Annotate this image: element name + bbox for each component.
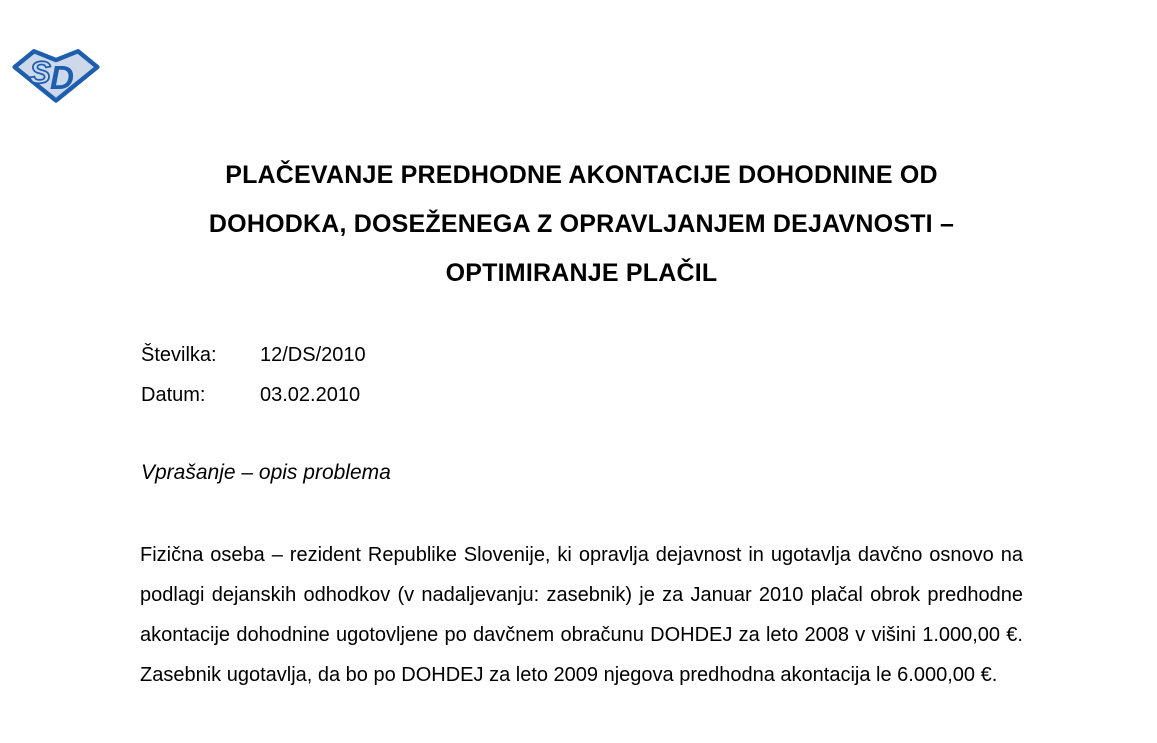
- sd-diamond-icon: [12, 46, 100, 104]
- date-label: Datum:: [141, 384, 206, 406]
- metadata-row-number: [141, 335, 366, 375]
- body-paragraph: Fizična oseba – rezident Republike Slovenije, ki opravlja dejavnost in ugotavlja davčno osnovo na podlagi dejanskih odhodkov (v nadaljevanju: zasebnik) je za Januar 2010 plačal obrok predhodne akontacije dohodnine ugotovljene po davčnem obračunu DOHDEJ za leto 2008 v višini 1.000,00 €. Zasebnik ugotavlja, da bo po DOHDEJ za leto 2009 njegova predhodna akontacija le 6.000,00 €.: [140, 544, 1023, 686]
- logo-letter-s: S: [29, 53, 51, 90]
- metadata-block: [141, 335, 366, 415]
- document-title: [140, 151, 1023, 298]
- title-line-3: OPTIMIRANJE PLAČIL: [445, 259, 718, 287]
- metadata-row-date: [141, 375, 366, 415]
- title-line-1: PLAČEVANJE PREDHODNE AKONTACIJE DOHODNINE OD: [225, 161, 938, 189]
- sd-logo: [12, 46, 100, 104]
- number-value: 12/DS/2010: [260, 344, 366, 366]
- title-line-2: DOHODKA, DOSEŽENEGA Z OPRAVLJANJEM DEJAVNOSTI –: [208, 210, 955, 238]
- number-label: Številka:: [141, 344, 217, 366]
- logo-letter-d: D: [49, 60, 74, 98]
- date-value: 03.02.2010: [260, 384, 361, 406]
- section-heading: Vprašanje – opis problema: [141, 461, 391, 484]
